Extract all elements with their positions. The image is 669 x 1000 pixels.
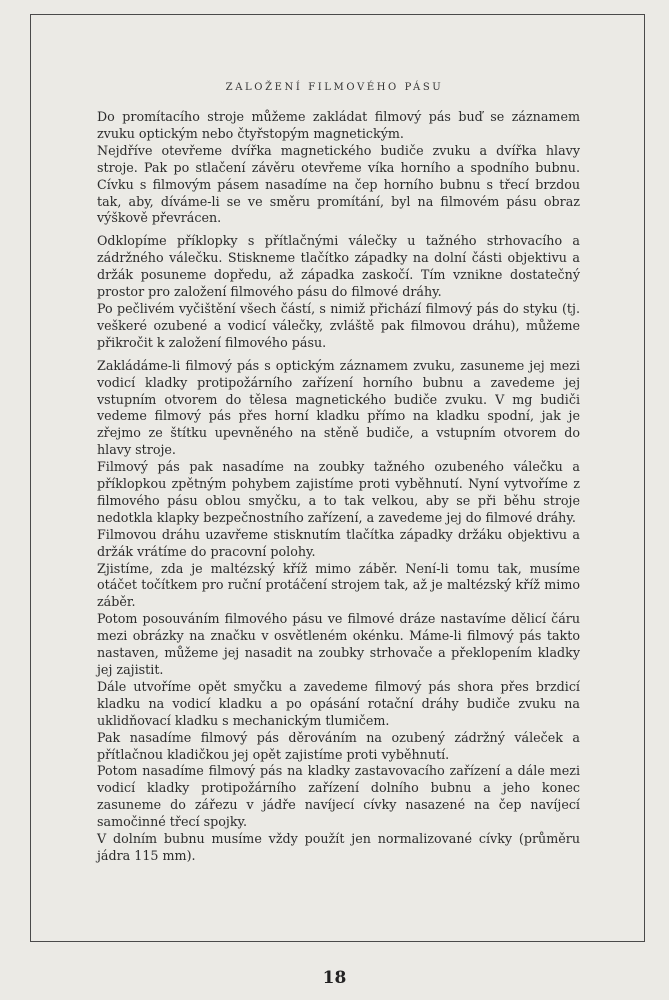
paragraph-6: Filmový pás pak nasadíme na zoubky tažného ozubeného válečku a příklopkou zpětným pohybem zajistíme proti vyběhnutí. Nyní vytvoříme z filmového pásu oblou smyčku, a to tak velkou, aby se při běhu stroje nedotkla klapky bezpečnostního zařízení, a zavedeme jej do filmové dráhy. (97, 459, 580, 525)
paragraph-12: Potom nasadíme filmový pás na kladky zastavovacího zařízení a dále mezi vodicí kladky protipožárního zařízení dolního bubnu a jeho konec zasuneme do zářezu v jádře navíjecí cívky nasazené na čep navíjecí samočinné třecí spojky. (97, 763, 580, 830)
body-text (97, 109, 580, 865)
paragraph-3: Odklopíme příklopky s přítlačnými válečky u tažného strhovacího a zádržného válečku. Stiskneme tlačítko západky na dolní části objektivu a držák posuneme dopředu, až západka zaskočí. Tím vznikne dostatečný prostor pro založení filmového pásu do filmové dráhy. (97, 233, 580, 300)
paragraph-2: Nejdříve otevřeme dvířka magnetického budiče zvuku a dvířka hlavy stroje. Pak po stlačení závěru otevřeme víka horního a spodního bubnu. Cívku s filmovým pásem nasadíme na čep horního bubnu s třecí brzdou tak, aby, díváme-li se ve směru promítání, byl na filmovém pásu obraz výškově převrácen. (97, 142, 580, 226)
paragraph-1: Do promítacího stroje můžeme zakládat filmový pás buď se záznamem zvuku optickým nebo čtyřstopým magnetickým. (97, 109, 580, 141)
paragraph-8: Zjistíme, zda je maltézský kříž mimo záběr. Není-li tomu tak, musíme otáčet točítkem pro ruční protáčení strojem tak, až je maltézský kříž mimo záběr. (97, 560, 580, 610)
paragraph-9: Potom posouváním filmového pásu ve filmové dráze nastavíme dělicí čáru mezi obrázky na značku v osvětleném okénku. Máme-li filmový pás takto nastaven, můžeme jej nasadit na zoubky strhovače a překlopením kladky jej zajistit. (97, 611, 580, 677)
paragraph-10: Dále utvoříme opět smyčku a zavedeme filmový pás shora přes brzdicí kladku na vodicí kladku a po opásání rotační dráhy budiče zvuku na uklidňovací kladku s mechanickým tlumičem. (97, 678, 580, 728)
paragraph-11: Pak nasadíme filmový pás děrováním na ozubený zádržný váleček a přítlačnou kladičkou jej opět zajistíme proti vyběhnutí. (97, 729, 580, 762)
page-number: 18 (322, 968, 347, 988)
paragraph-5: Zakládáme-li filmový pás s optickým záznamem zvuku, zasuneme jej mezi vodicí kladky protipožárního zařízení horního bubnu a zavedeme jej vstupním otvorem do tělesa magnetického budiče zvuku. V mg budiči vedeme filmový pás přes horní kladku přímo na kladku spodní, jak je zřejmo ze štítku upevněného na stěně budiče, a vstupním otvorem do hlavy stroje. (97, 357, 580, 458)
paragraph-4: Po pečlivém vyčištění všech částí, s nimiž přichází filmový pás do styku (tj. veškeré ozubené a vodicí válečky, zvláště pak filmovou dráhu), můžeme přikročit k založení filmového pásu. (97, 300, 580, 350)
paragraph-13: V dolním bubnu musíme vždy použít jen normalizované cívky (průměru jádra 115 mm). (97, 831, 580, 863)
page-title: ZALOŽENÍ FILMOVÉHO PÁSU (225, 82, 444, 93)
paragraph-7: Filmovou dráhu uzavřeme stisknutím tlačítka západky držáku objektivu a držák vrátíme do pracovní polohy. (97, 526, 580, 559)
